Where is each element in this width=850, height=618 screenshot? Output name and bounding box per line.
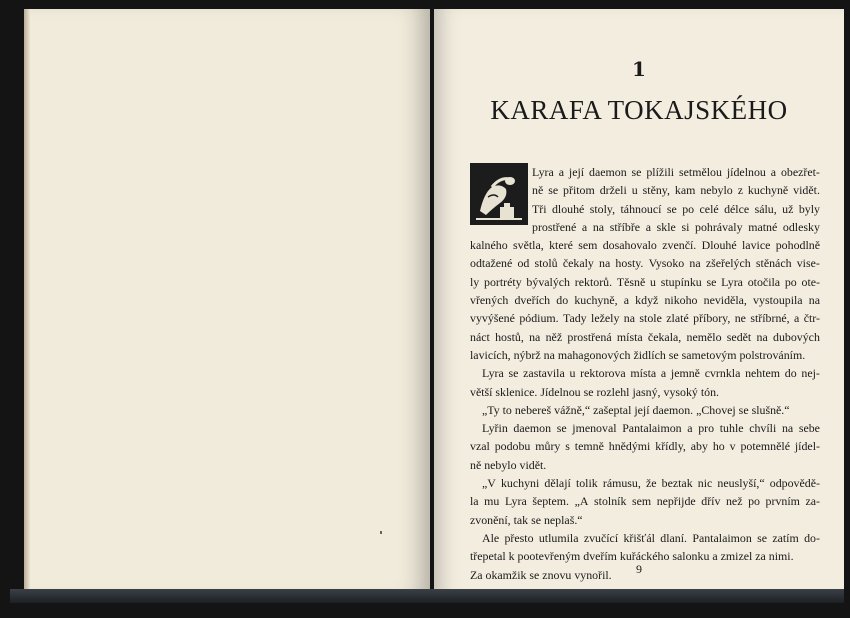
text-line: náct hostů, na něž prostřená místa čekala, nemělo sedět na dubových xyxy=(470,329,820,344)
page-number: 9 xyxy=(636,562,642,576)
chapter-number: 1 xyxy=(632,57,646,81)
text-line: kalného světla, které sem dosahovalo zvenčí. Dlouhé lavice pohodlně xyxy=(470,238,820,253)
text-line: lavicích, nýbrž na mahagonových židlích se sametovým polstrováním. xyxy=(470,347,806,362)
page-edge xyxy=(24,9,30,594)
paper-speck xyxy=(380,531,382,534)
text-line: větší sklenice. Jídelnou se rozlehl jasný, vysoký tón. xyxy=(470,384,720,399)
text-line: odtažené od stolů čekaly na hosty. Vysoko na zšeřelých stěnách vise- xyxy=(470,256,820,271)
text-line: ně se přitom drželi u stěny, kam nebylo z kuchyně vidět. xyxy=(532,183,820,198)
text-line: třepetal k pootevřeným dveřím kuřáckého salonku a zmizel za nimi. xyxy=(470,549,794,564)
text-line: zvonění, tak se neplaš.“ xyxy=(470,512,583,527)
left-page-blank xyxy=(24,9,430,594)
show-through-ghost xyxy=(174,51,374,231)
text-line: vzal podobu můry s temně hnědými křídly, aby ho v potemnělé jídel- xyxy=(470,439,820,454)
text-line: Za okamžik se znovu vynořil. xyxy=(470,567,612,582)
text-line: ně nebylo vidět. xyxy=(470,457,547,472)
chapter-body-text xyxy=(470,163,820,602)
open-book-spread xyxy=(10,7,844,603)
text-line: la mu Lyra šeptem. „A stolník sem nepřijde dřív než po prvním za- xyxy=(470,494,820,509)
text-line: „V kuchyni dělají tolik rámusu, že beztak nic neuslyší,“ odpovědě- xyxy=(482,476,820,491)
cover-edge xyxy=(10,589,844,603)
text-line: vřených dveřích do kuchyně, a když nikoho neviděla, vystoupila na xyxy=(470,293,820,308)
text-line: prostřené a na stříbře a skle si pohrávaly matné odlesky xyxy=(532,219,820,234)
text-line: Ale přesto utlumila zvučící křišťál dlaní. Pantalaimon se zatím do- xyxy=(482,530,820,545)
chapter-title: KARAFA TOKAJSKÉHO xyxy=(490,95,788,125)
right-page xyxy=(434,9,844,597)
text-line: Lyra se zastavila u rektorova místa a jemně cvrnkla nehtem do nej- xyxy=(482,366,820,381)
text-line: ly portréty bývalých rektorů. Těsně u stupínku se Lyra otočila po ote- xyxy=(470,274,820,289)
text-line: vyvýšené pódium. Tady ležely na stole zlaté příbory, ne stříbrné, a čtr- xyxy=(470,311,820,326)
text-line: Lyra a její daemon se plížili setmělou jídelnou a obezřet- xyxy=(532,165,820,179)
text-line: Tři dlouhé stoly, táhnoucí se po celé délce sálu, už byly xyxy=(532,201,820,216)
text-line: Lyřin daemon se jmenoval Pantalaimon a pro tuhle chvíli na sebe xyxy=(482,421,820,436)
text-line: „Ty to nebereš vážně,“ zašeptal její daemon. „Chovej se slušně.“ xyxy=(482,402,790,417)
